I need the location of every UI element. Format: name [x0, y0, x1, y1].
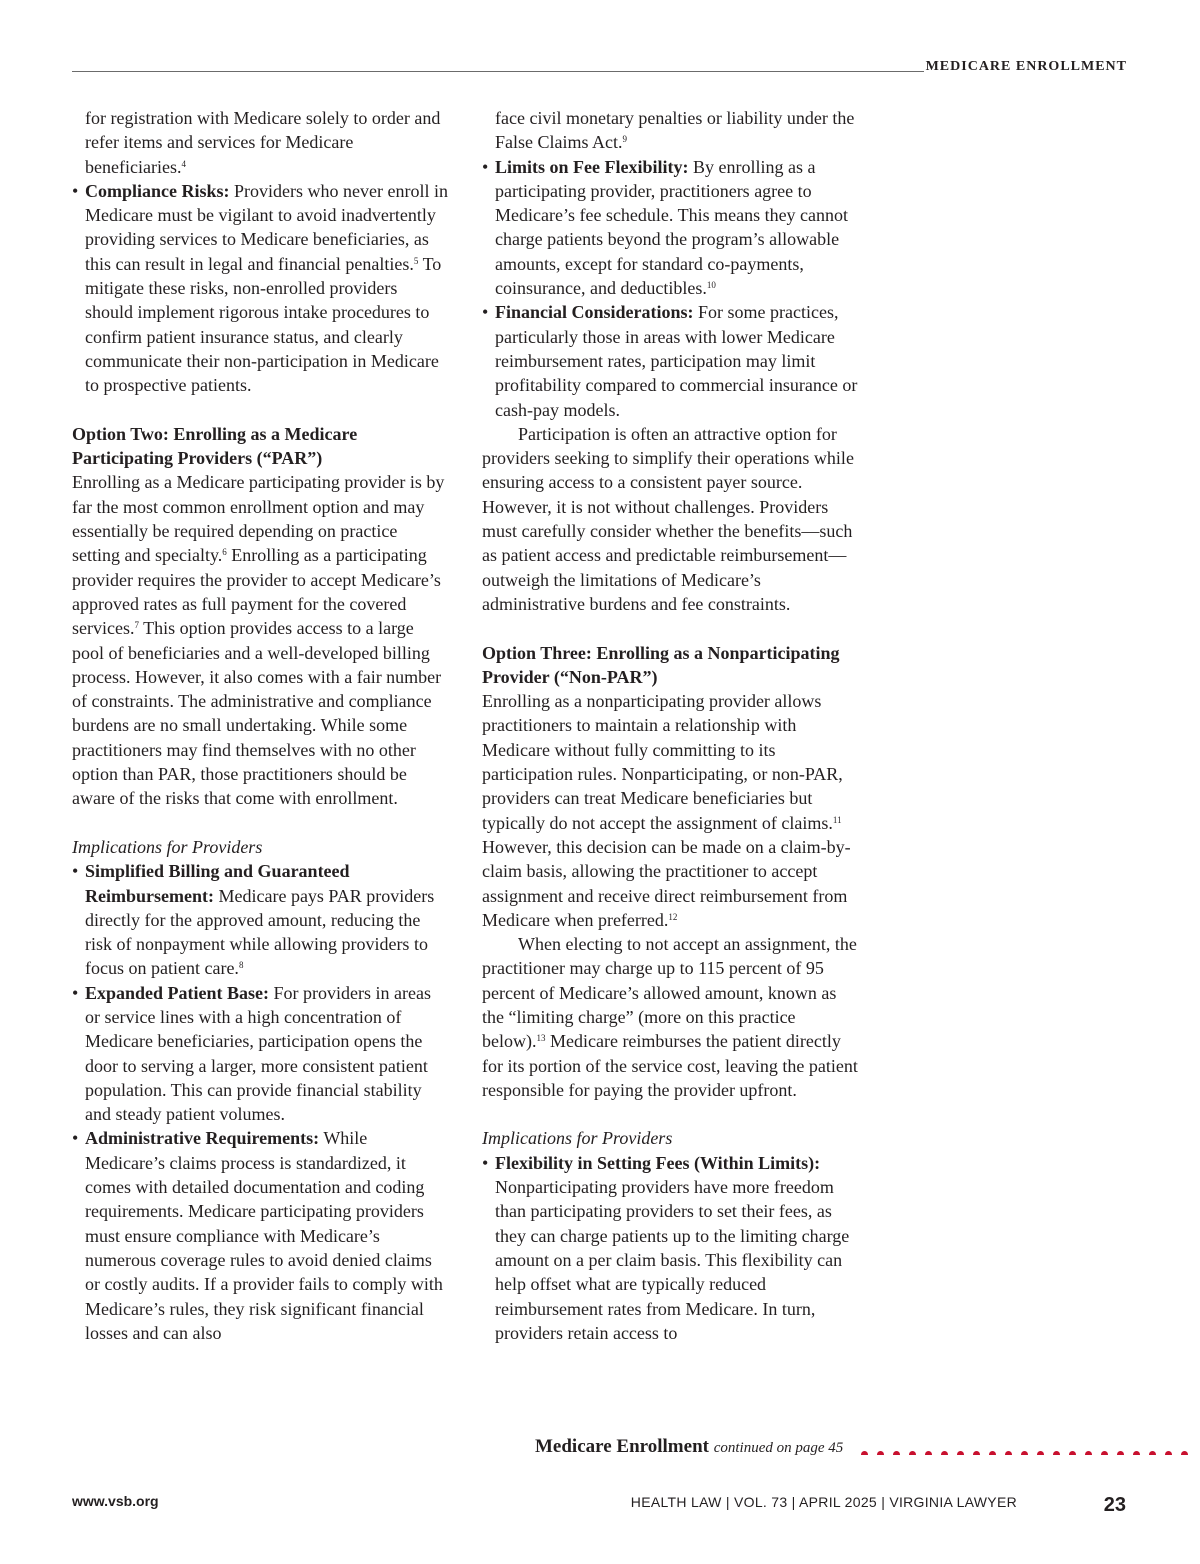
implications-heading: Implications for Providers [72, 836, 263, 857]
bullet-list [482, 155, 858, 422]
option-three-heading: Option Three: Enrolling as a Nonparticipating Provider (“Non-PAR”) [482, 642, 840, 687]
footnote-ref[interactable]: 6 [222, 547, 227, 558]
page-number: 23 [1103, 1494, 1126, 1516]
bullet-compliance-risks: • Compliance Risks: Providers who never enroll in Medicare must be vigilant to avoid inadvertently providing services to Medicare beneficiaries, as this can result in legal and financial penalties.$^5$ To mitigate these risks, non-enrolled providers should implement rigorous intake procedures to confirm patient insurance status, and clearly communicate their non-participation in Medicare to prospective patients. [72, 179, 448, 398]
bullet-flexibility-setting-fees: • Flexibility in Setting Fees (Within Limits): Nonparticipating providers have more freedom than participating providers to set their fees, as they can charge patients up to the limiting charge amount on a per claim basis. This flexibility can help offset what are typically reduced reimbursement rates from Medicare. In turn, providers retain access to [482, 1151, 858, 1345]
footnote-ref[interactable]: 4 [181, 158, 186, 169]
implications-heading: Implications for Providers [482, 1128, 673, 1149]
left-column [72, 106, 448, 1345]
section-label: MEDICARE ENROLLMENT [925, 59, 1127, 74]
bullet-list [482, 1151, 858, 1345]
footnote-ref[interactable]: 13 [536, 1033, 546, 1044]
option-two-paragraph: Enrolling as a Medicare participating provider is by far the most common enrollment option and may essentially be required depending on practice setting and specialty.$^6$ Enrolling as a participating provider requires the provider to accept Medicare’s approved rates as full payment for the covered services.$^7$ This option provides access to a large pool of beneficiaries and a well-developed billing process. However, it also comes with a fair number of constraints. The administrative and compliance burdens are no small undertaking. While some practitioners may find themselves with no other option than PAR, those practitioners should be aware of the risks that come with enrollment. [72, 472, 445, 809]
electing-paragraph: When electing to not accept an assignment, the practitioner may charge up to 115 percent of 95 percent of Medicare’s allowed amount, known as the “limiting charge” (more on this practice below).$^{13}$ Medicare reimburses the patient directly for its portion of the service cost, leaving the patient responsible for paying the provider upfront. [482, 934, 858, 1100]
decorative-dot-row [861, 1445, 1200, 1455]
bullet-financial-considerations: • Financial Considerations: For some practices, particularly those in areas with lower Medicare reimbursement rates, participation may limit profitability compared to commercial insurance or cash-pay models. [482, 300, 858, 421]
bullet-list [72, 859, 448, 1345]
continued-note[interactable]: Medicare Enrollment continued on page 45 [535, 1436, 844, 1457]
right-column [482, 106, 858, 1345]
participation-paragraph: Participation is often an attractive option for providers seeking to simplify their operations while ensuring access to a consistent payer source. However, it is not without challenges. Providers must carefully consider whether the benefits—such as patient access and predictable reimbursement—outweigh the limitations of Medicare’s administrative burdens and fee constraints. [482, 423, 854, 614]
footnote-ref[interactable]: 10 [706, 280, 716, 291]
bullet-list [72, 179, 448, 398]
footnote-ref[interactable]: 5 [413, 255, 419, 266]
bullet-continued: face civil monetary penalties or liability under the False Claims Act.$^9$ [495, 108, 855, 153]
option-three-paragraph: Enrolling as a nonparticipating provider allows practitioners to maintain a relationship with Medicare without fully committing to its participation rules. Nonparticipating, or non-PAR, providers can treat Medicare beneficiaries but typically do not accept the assignment of claims.$^{11}$ However, this decision can be made on a claim-by-claim basis, allowing the practitioner to accept assignment and receive direct reimbursement from Medicare when preferred.$^{12}$ [482, 691, 851, 930]
intro-continued: for registration with Medicare solely to order and refer items and services for Medicare beneficiaries.$^4$ [85, 108, 441, 177]
bullet-administrative-requirements: • Administrative Requirements: While Medicare’s claims process is standardized, it comes with detailed documentation and coding requirements. Medicare participating providers must ensure compliance with Medicare’s numerous coverage rules to avoid denied claims or costly audits. If a provider fails to comply with Medicare’s rules, they risk significant financial losses and can also [72, 1126, 448, 1345]
bullet-simplified-billing: • Simplified Billing and Guaranteed Reimbursement: Medicare pays PAR providers directly for the approved amount, reducing the risk of nonpayment while allowing providers to focus on patient care.$^8$ [72, 859, 448, 980]
bullet-expanded-patient-base: • Expanded Patient Base: For providers in areas or service lines with a high concentration of Medicare beneficiaries, participation opens the door to serving a larger, more consistent patient population. This can provide financial stability and steady patient volumes. [72, 981, 448, 1127]
footnote-ref[interactable]: 12 [668, 911, 678, 922]
option-two-heading: Option Two: Enrolling as a Medicare Participating Providers (“PAR”) [72, 423, 358, 469]
footnote-ref[interactable]: 7 [134, 620, 139, 631]
footer-publication-info: HEALTH LAW | VOL. 73 | APRIL 2025 | VIRGINIA LAWYER [630, 1494, 1017, 1510]
footnote-ref[interactable]: 11 [832, 814, 842, 825]
footer-url[interactable]: www.vsb.org [72, 1493, 159, 1509]
bullet-limits-fee-flexibility: • Limits on Fee Flexibility: By enrolling as a participating provider, practitioners agree to Medicare’s fee schedule. This means they cannot charge patients beyond the program’s allowable amounts, except for standard co-payments, coinsurance, and deductibles.$^{10}$ [482, 155, 858, 301]
header-rule [72, 71, 924, 72]
footnote-ref[interactable]: 9 [622, 134, 627, 145]
footnote-ref[interactable]: 8 [238, 960, 244, 971]
